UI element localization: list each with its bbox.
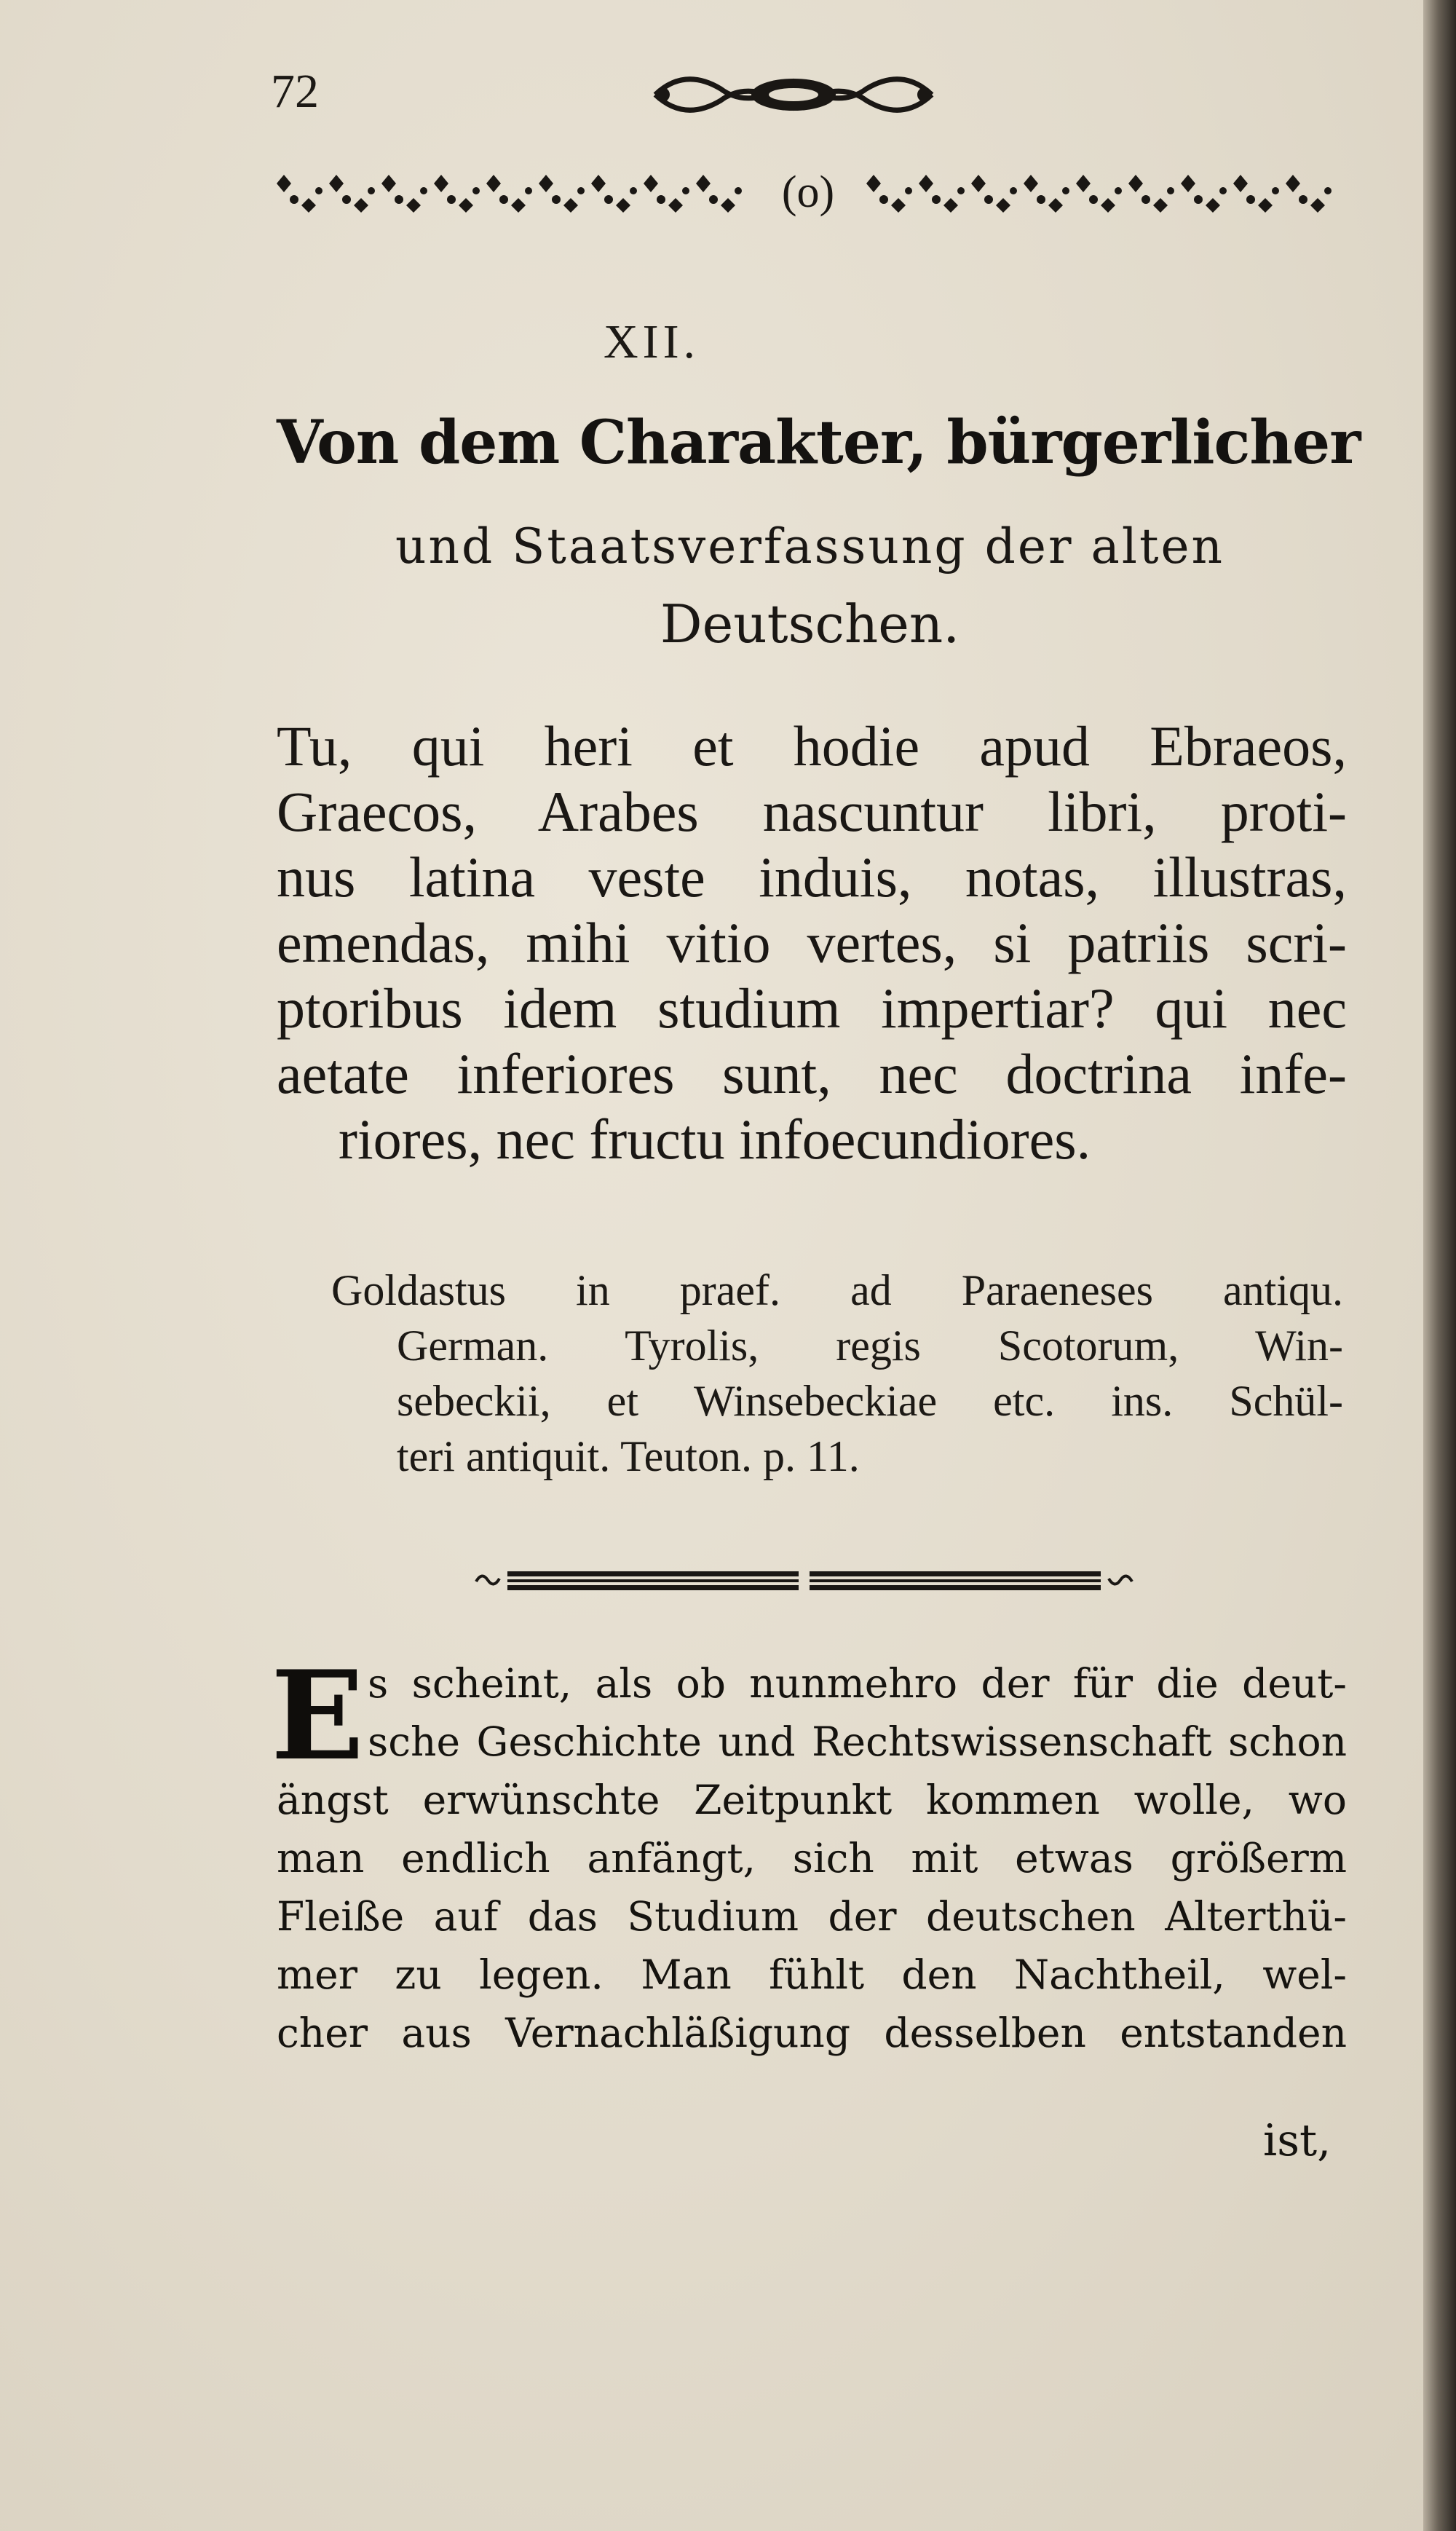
body-line: man endlich anfängt, sich mit etwas größerm <box>277 1835 1347 1882</box>
motto-line: emendas, mihi vitio vertes, si patriis scri- <box>277 911 1347 974</box>
page-number: 72 <box>271 65 319 118</box>
body-line: sche Geschichte und Rechtswissenschaft schon <box>368 1718 1347 1765</box>
motto-line: nus latina veste induis, notas, illustras, <box>277 845 1347 909</box>
body-line: cher aus Vernachläßigung desselben entstanden <box>277 2010 1347 2056</box>
body-line: Fleiße auf das Studium der deutschen Alterthü- <box>277 1893 1347 1940</box>
source-line: sebeckii, et Winsebeckiae etc. ins. Schül- <box>397 1377 1343 1425</box>
chapter-number: XII. <box>603 315 700 368</box>
drop-capital: E <box>271 1643 365 1788</box>
border-center-mark: (o) <box>781 167 835 217</box>
headpiece-ornament <box>641 60 946 129</box>
fleuron-border <box>277 162 1343 221</box>
source-line: Goldastus in praef. ad Paraeneses antiqu. <box>331 1266 1343 1314</box>
chapter-title-line1: Von dem Charakter, bürgerlicher <box>277 408 1361 478</box>
motto-line: aetate inferiores sunt, nec doctrina infe- <box>277 1042 1347 1105</box>
section-divider-rule <box>475 1565 1133 1595</box>
chapter-title-line2: und Staatsverfassung der alten <box>395 518 1225 574</box>
motto-line: ptoribus idem studium impertiar? qui nec <box>277 976 1347 1040</box>
source-line: teri antiquit. Teuton. p. 11. <box>397 1432 860 1480</box>
body-line: ängst erwünschte Zeitpunkt kommen wolle, wo <box>277 1777 1347 1823</box>
chapter-title-line3: Deutschen. <box>660 593 960 655</box>
body-line: mer zu legen. Man fühlt den Nachtheil, wel- <box>277 1951 1347 1998</box>
motto-line: Tu, qui heri et hodie apud Ebraeos, <box>277 714 1347 778</box>
source-line: German. Tyrolis, regis Scotorum, Win- <box>397 1322 1343 1370</box>
body-line: s scheint, als ob nunmehro der für die deut- <box>368 1660 1347 1707</box>
page-edge-shadow <box>1423 0 1456 2531</box>
motto-line: Graecos, Arabes nascuntur libri, proti- <box>277 780 1347 843</box>
motto-line: riores, nec fructu infoecundiores. <box>339 1107 1091 1171</box>
catchword: ist, <box>1263 2115 1332 2166</box>
